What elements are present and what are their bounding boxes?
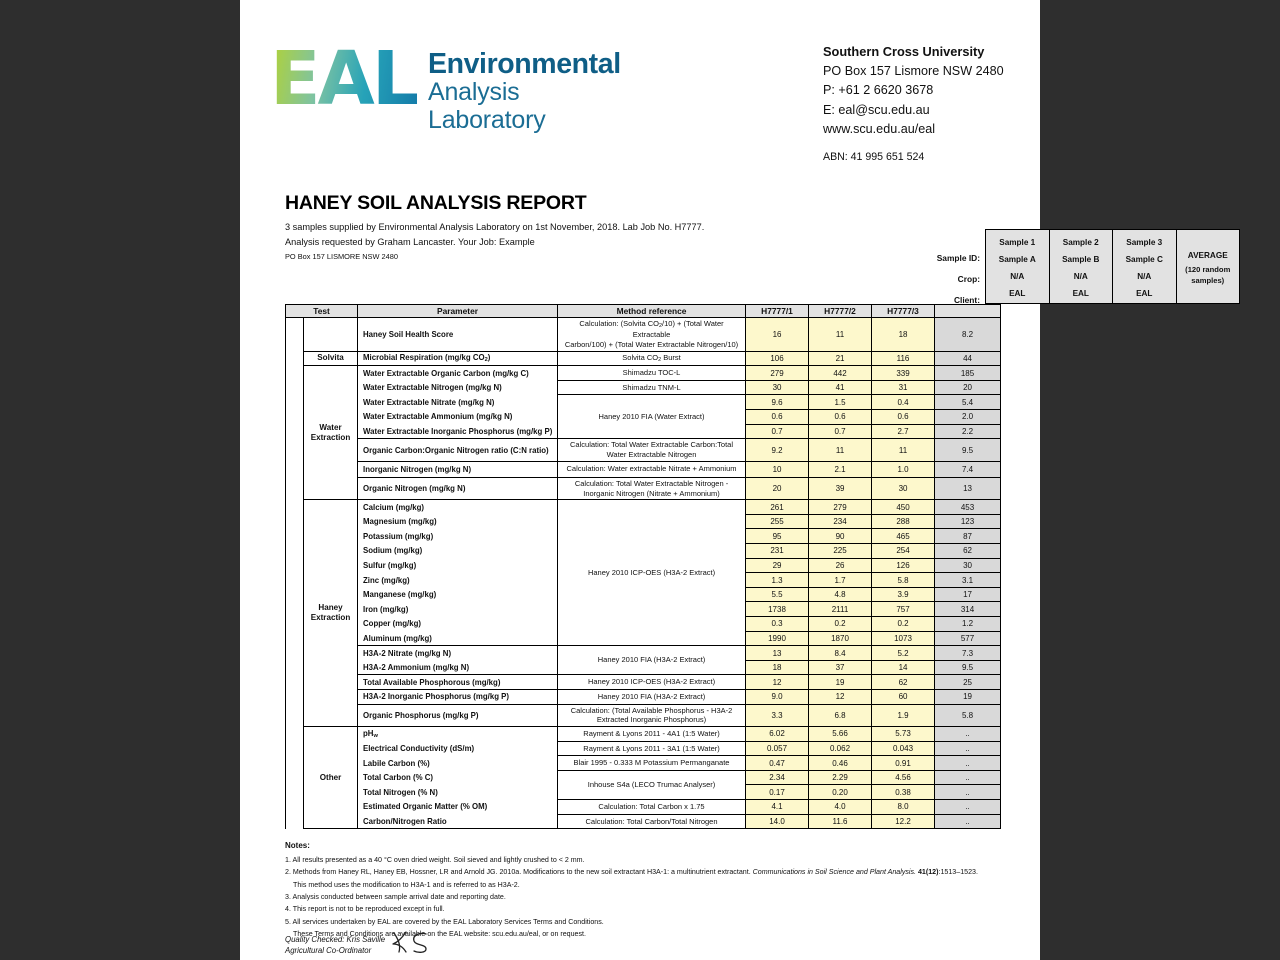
value-we-n-s3: 31 <box>872 380 935 395</box>
note-2-journal: Communications in Soil Science and Plant Analysis. <box>752 868 917 877</box>
table-row-we-organic-carbon <box>286 366 1001 381</box>
qc-name: Quality Checked: Kris Saville <box>285 935 386 944</box>
results-table <box>285 304 1001 829</box>
report-header <box>240 0 1040 170</box>
value-zn-s1: 1.3 <box>746 573 809 588</box>
sample-id-labels <box>800 248 980 311</box>
param-organic-nitrogen: Organic Nitrogen (mg/kg N) <box>358 477 558 500</box>
swatch-we-5 <box>286 461 304 477</box>
param-ph-main: pH <box>363 729 374 738</box>
param-h3a2-inorganic-p: H3A-2 Inorganic Phosphorus (mg/kg P) <box>358 689 558 704</box>
value-we-nh4-avg: 2.0 <box>935 410 1001 425</box>
param-iron: Iron (mg/kg) <box>358 602 558 617</box>
table-header-row <box>286 305 1001 318</box>
test-haney-extraction-l2: Extraction <box>310 613 351 623</box>
value-k-s3: 465 <box>872 529 935 544</box>
swatch-other <box>286 727 304 829</box>
table-row-cn-ratio <box>286 439 1001 462</box>
sample-3-id: Sample C <box>1125 255 1163 264</box>
value-zn-s2: 1.7 <box>809 573 872 588</box>
value-cnr-s2: 11.6 <box>809 814 872 829</box>
sample-header-box <box>985 229 1240 304</box>
average-title: AVERAGE <box>1187 250 1228 260</box>
param-sulfur: Sulfur (mg/kg) <box>358 558 558 573</box>
table-row-we-nitrate <box>286 395 1001 410</box>
sample-3-crop: N/A <box>1137 272 1152 281</box>
value-al-s2: 1870 <box>809 631 872 646</box>
value-cnr-avg: .. <box>935 814 1001 829</box>
note-2-text: 2. Methods from Haney RL, Haney EB, Hossner, LR and Arnold JG. 2010a. Modifications to the new soil extractant H3A-1: a multinutrient extractant. <box>285 868 753 877</box>
value-h3a2ip-s2: 12 <box>809 689 872 704</box>
test-haney-extraction <box>304 500 358 727</box>
param-h3a2-nitrate: H3A-2 Nitrate (mg/kg N) <box>358 646 558 661</box>
note-5-continued: These Terms and Conditions are available on the EAL website: scu.edu.au/eal, or on request. <box>293 929 586 938</box>
param-aluminum: Aluminum (mg/kg) <box>358 631 558 646</box>
value-we-ip-s3: 2.7 <box>872 424 935 439</box>
contact-block <box>823 42 1004 165</box>
note-2-continued: This method uses the modification to H3A-1 and is referred to as H3A-2. <box>293 880 520 889</box>
value-na-avg: 62 <box>935 544 1001 559</box>
table-row-organic-nitrogen <box>286 477 1001 500</box>
value-cnr-s3: 12.2 <box>872 814 935 829</box>
param-cn-ratio: Organic Carbon:Organic Nitrogen ratio (C:N ratio) <box>358 439 558 462</box>
col-header-test: Test <box>286 305 358 318</box>
swatch-we-2 <box>286 380 304 395</box>
method-labile-carbon: Blair 1995 - 0.333 M Potassium Permanganate <box>558 756 746 771</box>
method-solvita: Solvita $CO_2$ Burst <box>558 351 746 366</box>
contact-website: www.scu.edu.au/eal <box>823 122 936 137</box>
table-row-solvita <box>286 351 1001 366</box>
test-water-extraction-l2: Extraction <box>310 432 351 442</box>
value-haney-score-avg: 8.2 <box>935 318 1001 352</box>
method-ec: Rayment & Lyons 2011 - 3A1 (1:5 Water) <box>558 741 746 756</box>
table-row-haney-score <box>286 318 1001 352</box>
sample-3-number: Sample 3 <box>1126 238 1163 247</box>
method-we-fia: Haney 2010 FIA (Water Extract) <box>558 395 746 439</box>
sample-2-crop: N/A <box>1073 272 1088 281</box>
value-tc-avg: .. <box>935 770 1001 785</box>
label-crop: Crop: <box>957 274 980 284</box>
page-title: HANEY SOIL ANALYSIS REPORT <box>285 192 587 214</box>
param-we-inorganic-p: Water Extractable Inorganic Phosphorus (mg/kg P) <box>358 424 558 439</box>
value-mg-avg: 123 <box>935 514 1001 529</box>
value-fe-s2: 2111 <box>809 602 872 617</box>
signature-icon <box>390 930 438 956</box>
value-mg-s2: 234 <box>809 514 872 529</box>
value-om-s2: 4.0 <box>809 800 872 815</box>
value-op-s1: 3.3 <box>746 704 809 727</box>
value-tn-s1: 0.17 <box>746 785 809 800</box>
sample-1-number: Sample 1 <box>999 238 1036 247</box>
sample-column-3 <box>1113 230 1177 303</box>
value-s-avg: 30 <box>935 558 1001 573</box>
method-h3a2-inorganic-p: Haney 2010 FIA (H3A-2 Extract) <box>558 689 746 704</box>
param-total-available-p: Total Available Phosphorous (mg/kg) <box>358 675 558 690</box>
param-copper: Copper (mg/kg) <box>358 617 558 632</box>
value-we-nh4-s2: 0.6 <box>809 410 872 425</box>
value-we-no3-avg: 5.4 <box>935 395 1001 410</box>
method-haney-score-b: /10) + (Total Water Extractable <box>632 319 724 340</box>
method-haney-fia: Haney 2010 FIA (H3A-2 Extract) <box>558 646 746 675</box>
param-carbon-nitrogen-ratio: Carbon/Nitrogen Ratio <box>358 814 558 829</box>
value-ca-s1: 261 <box>746 500 809 515</box>
test-other: Other <box>304 727 358 829</box>
logo-line-analysis: Analysis <box>427 78 520 107</box>
value-cn-s2: 11 <box>809 439 872 462</box>
value-tap-s2: 19 <box>809 675 872 690</box>
value-ec-avg: .. <box>935 741 1001 756</box>
value-we-oc-s1: 279 <box>746 366 809 381</box>
param-total-carbon: Total Carbon (% C) <box>358 770 558 785</box>
value-om-avg: .. <box>935 800 1001 815</box>
value-ph-s2: 5.66 <box>809 727 872 742</box>
col-header-parameter: Parameter <box>358 305 558 318</box>
method-we-nitrogen: Shimadzu TNM-L <box>558 380 746 395</box>
value-al-s1: 1990 <box>746 631 809 646</box>
contact-phone: P: +61 2 6620 3678 <box>823 83 934 98</box>
col-header-ref-avg <box>935 305 1001 318</box>
sample-column-2 <box>1050 230 1114 303</box>
value-mn-avg: 17 <box>935 587 1001 602</box>
param-we-nitrate: Water Extractable Nitrate (mg/kg N) <box>358 395 558 410</box>
value-om-s3: 8.0 <box>872 800 935 815</box>
contact-abn: ABN: 41 995 651 524 <box>823 150 925 163</box>
value-mn-s2: 4.8 <box>809 587 872 602</box>
value-na-s1: 231 <box>746 544 809 559</box>
value-k-avg: 87 <box>935 529 1001 544</box>
table-row-cn-ratio-other <box>286 814 1001 829</box>
method-organic-matter: Calculation: Total Carbon x 1.75 <box>558 800 746 815</box>
value-mg-s1: 255 <box>746 514 809 529</box>
eal-logo-mark: EAL <box>270 45 422 113</box>
param-h3a2-ammonium: H3A-2 Ammonium (mg/kg N) <box>358 660 558 675</box>
logo-line-laboratory: Laboratory <box>427 105 546 134</box>
client-address-line: PO Box 157 LISMORE NSW 2480 <box>285 252 398 261</box>
value-cn-s3: 11 <box>872 439 935 462</box>
value-na-s2: 225 <box>809 544 872 559</box>
method-haney-score-a: Calculation: (Solvita CO <box>579 319 660 328</box>
value-we-ip-s2: 0.7 <box>809 424 872 439</box>
value-zn-avg: 3.1 <box>935 573 1001 588</box>
sample-column-1 <box>986 230 1050 303</box>
value-haney-score-s2: 11 <box>809 318 872 352</box>
average-subtitle-1: (120 random <box>1185 264 1231 274</box>
value-tn-s2: 0.20 <box>809 785 872 800</box>
value-op-avg: 5.8 <box>935 704 1001 727</box>
value-lc-s2: 0.46 <box>809 756 872 771</box>
value-ec-s1: 0.057 <box>746 741 809 756</box>
value-solvita-s1: 106 <box>746 351 809 366</box>
sample-3-client: EAL <box>1136 289 1153 298</box>
value-we-no3-s1: 9.6 <box>746 395 809 410</box>
contact-organisation: Southern Cross University <box>823 44 985 59</box>
eal-logo-wordmark <box>428 49 621 134</box>
method-haney-icp: Haney 2010 ICP-OES (H3A-2 Extract) <box>558 500 746 646</box>
value-mg-s3: 288 <box>872 514 935 529</box>
param-zinc: Zinc (mg/kg) <box>358 573 558 588</box>
value-h3a2no3-s2: 8.4 <box>809 646 872 661</box>
contact-address: PO Box 157 Lismore NSW 2480 <box>823 63 1004 78</box>
method-haney-score: Calculation: (Solvita $CO_2/10$) + (Total Water Extractable Carbon/100) + (Total Water Extractable Nitrogen/10) <box>558 318 746 352</box>
param-we-nitrogen: Water Extractable Nitrogen (mg/kg N) <box>358 380 558 395</box>
swatch-haney-extraction <box>286 500 304 727</box>
param-total-nitrogen: Total Nitrogen (% N) <box>358 785 558 800</box>
method-organic-p: Calculation: (Total Available Phosphorus - H3A-2 Extracted Inorganic Phosphorus) <box>558 704 746 727</box>
value-h3a2no3-avg: 7.3 <box>935 646 1001 661</box>
value-in-avg: 7.4 <box>935 461 1001 477</box>
value-we-nh4-s3: 0.6 <box>872 410 935 425</box>
sample-1-client: EAL <box>1009 289 1026 298</box>
requester-line: Analysis requested by Graham Lancaster. Your Job: Example <box>285 237 535 247</box>
swatch-we-1 <box>286 366 304 381</box>
table-row-ph <box>286 727 1001 742</box>
qc-role: Agricultural Co-Ordinator <box>285 945 372 955</box>
value-tap-s3: 62 <box>872 675 935 690</box>
table-row-labile-carbon <box>286 756 1001 771</box>
value-ph-s3: 5.73 <box>872 727 935 742</box>
method-cn-ratio: Calculation: Total Water Extractable Carbon:Total Water Extractable Nitrogen <box>558 439 746 462</box>
value-lc-s3: 0.91 <box>872 756 935 771</box>
param-microbial-respiration-a: Microbial Respiration (mg/kg CO <box>363 353 485 363</box>
swatch-solvita <box>286 351 304 366</box>
param-we-organic-carbon: Water Extractable Organic Carbon (mg/kg C) <box>358 366 558 381</box>
value-in-s3: 1.0 <box>872 461 935 477</box>
sample-2-number: Sample 2 <box>1062 238 1099 247</box>
logo-line-environmental: Environmental <box>427 48 621 80</box>
value-haney-score-s3: 18 <box>872 318 935 352</box>
eal-logo <box>270 36 621 134</box>
table-row-inorganic-nitrogen <box>286 461 1001 477</box>
value-s-s3: 126 <box>872 558 935 573</box>
value-op-s3: 1.9 <box>872 704 935 727</box>
value-op-s2: 6.8 <box>809 704 872 727</box>
param-sodium: Sodium (mg/kg) <box>358 544 558 559</box>
value-h3a2no3-s3: 5.2 <box>872 646 935 661</box>
table-row-total-carbon <box>286 770 1001 785</box>
method-solvita-a: Solvita CO <box>622 352 659 362</box>
value-ca-avg: 453 <box>935 500 1001 515</box>
value-s-s1: 29 <box>746 558 809 573</box>
label-client: Client: <box>953 295 980 305</box>
note-3: 3. Analysis conducted between sample arrival date and reporting date. <box>285 893 506 901</box>
contact-email: E: eal@scu.edu.au <box>823 102 930 117</box>
param-potassium: Potassium (mg/kg) <box>358 529 558 544</box>
col-header-ref-3: H7777/3 <box>872 305 935 318</box>
supply-line: 3 samples supplied by Environmental Analysis Laboratory on 1st November, 2018. Lab Job No. H7777. <box>285 222 705 232</box>
col-header-ref-2: H7777/2 <box>809 305 872 318</box>
value-ph-avg: .. <box>935 727 1001 742</box>
value-fe-s3: 757 <box>872 602 935 617</box>
value-on-s1: 20 <box>746 477 809 500</box>
value-mn-s3: 3.9 <box>872 587 935 602</box>
test-haney-extraction-l1: Haney <box>318 603 343 613</box>
test-water-extraction-l1: Water <box>319 422 342 432</box>
sample-2-client: EAL <box>1072 289 1089 298</box>
method-ph: Rayment & Lyons 2011 - 4A1 (1:5 Water) <box>558 727 746 742</box>
param-organic-p: Organic Phosphorus (mg/kg P) <box>358 704 558 727</box>
value-cu-s2: 0.2 <box>809 617 872 632</box>
value-on-s3: 30 <box>872 477 935 500</box>
value-zn-s3: 5.8 <box>872 573 935 588</box>
param-organic-matter: Estimated Organic Matter (% OM) <box>358 800 558 815</box>
param-manganese: Manganese (mg/kg) <box>358 587 558 602</box>
sample-1-id: Sample A <box>998 255 1036 264</box>
quality-check-block <box>285 935 385 956</box>
note-5: 5. All services undertaken by EAL are covered by the EAL Laboratory Services Terms and Conditions. <box>285 917 604 926</box>
value-cnr-s1: 14.0 <box>746 814 809 829</box>
value-cn-avg: 9.5 <box>935 439 1001 462</box>
value-fe-avg: 314 <box>935 602 1001 617</box>
value-tc-s2: 2.29 <box>809 770 872 785</box>
method-leco: Inhouse S4a (LECO Trumac Analyser) <box>558 770 746 799</box>
param-microbial-respiration: Microbial Respiration (mg/kg $CO_2$) <box>358 351 558 366</box>
value-al-avg: 577 <box>935 631 1001 646</box>
value-h3a2ip-s1: 9.0 <box>746 689 809 704</box>
value-cn-s1: 9.2 <box>746 439 809 462</box>
method-carbon-nitrogen-ratio: Calculation: Total Carbon/Total Nitrogen <box>558 814 746 829</box>
param-ph <box>358 727 558 742</box>
note-4: 4. This report is not to be reproduced except in full. <box>285 905 445 914</box>
value-cu-s1: 0.3 <box>746 617 809 632</box>
value-we-n-avg: 20 <box>935 380 1001 395</box>
value-cu-s3: 0.2 <box>872 617 935 632</box>
value-we-oc-s3: 339 <box>872 366 935 381</box>
value-tn-s3: 0.38 <box>872 785 935 800</box>
value-ec-s3: 0.043 <box>872 741 935 756</box>
value-we-ip-s1: 0.7 <box>746 424 809 439</box>
swatch-we-6 <box>286 477 304 500</box>
value-h3a2ip-s3: 60 <box>872 689 935 704</box>
method-solvita-b: Burst <box>661 352 681 362</box>
value-we-oc-avg: 185 <box>935 366 1001 381</box>
test-water-extraction <box>304 366 358 500</box>
param-ph-sub: w <box>373 733 378 740</box>
value-we-oc-s2: 442 <box>809 366 872 381</box>
table-row-total-available-p <box>286 675 1001 690</box>
value-we-no3-s3: 0.4 <box>872 395 935 410</box>
swatch-we-3 <box>286 395 304 439</box>
param-labile-carbon: Labile Carbon (%) <box>358 756 558 771</box>
value-on-s2: 39 <box>809 477 872 500</box>
value-h3a2nh4-s1: 18 <box>746 660 809 675</box>
value-ec-s2: 0.062 <box>809 741 872 756</box>
value-on-avg: 13 <box>935 477 1001 500</box>
col-header-ref-1: H7777/1 <box>746 305 809 318</box>
method-we-organic-carbon: Shimadzu TOC-L <box>558 366 746 381</box>
value-we-n-s2: 41 <box>809 380 872 395</box>
notes-section <box>285 840 1015 941</box>
param-microbial-respiration-b: ) <box>487 353 491 363</box>
value-k-s2: 90 <box>809 529 872 544</box>
value-haney-score-s1: 16 <box>746 318 809 352</box>
value-we-nh4-s1: 0.6 <box>746 410 809 425</box>
value-s-s2: 26 <box>809 558 872 573</box>
value-tc-s3: 4.56 <box>872 770 935 785</box>
value-cu-avg: 1.2 <box>935 617 1001 632</box>
document-page <box>240 0 1231 960</box>
value-tap-s1: 12 <box>746 675 809 690</box>
method-organic-nitrogen: Calculation: Total Water Extractable Nitrogen - Inorganic Nitrogen (Nitrate + Ammonium) <box>558 477 746 500</box>
method-total-available-p: Haney 2010 ICP-OES (H3A-2 Extract) <box>558 675 746 690</box>
sample-1-crop: N/A <box>1010 272 1025 281</box>
value-fe-s1: 1738 <box>746 602 809 617</box>
param-calcium: Calcium (mg/kg) <box>358 500 558 515</box>
method-haney-score-c: Carbon/100) + (Total Water Extractable Nitrogen/10) <box>564 339 739 349</box>
value-tn-avg: .. <box>935 785 1001 800</box>
method-inorganic-nitrogen: Calculation: Water extractable Nitrate + Ammonium <box>558 461 746 477</box>
value-h3a2no3-s1: 13 <box>746 646 809 661</box>
param-we-ammonium: Water Extractable Ammonium (mg/kg N) <box>358 410 558 425</box>
value-ca-s2: 279 <box>809 500 872 515</box>
value-in-s1: 10 <box>746 461 809 477</box>
table-row-organic-p <box>286 704 1001 727</box>
table-row-h3a2-nitrate <box>286 646 1001 661</box>
value-solvita-s2: 21 <box>809 351 872 366</box>
average-subtitle-2: samples) <box>1191 275 1225 285</box>
value-tap-avg: 25 <box>935 675 1001 690</box>
table-row-we-nitrogen <box>286 380 1001 395</box>
param-inorganic-nitrogen: Inorganic Nitrogen (mg/kg N) <box>358 461 558 477</box>
value-h3a2nh4-avg: 9.5 <box>935 660 1001 675</box>
note-1: 1. All results presented as a 40 °C oven dried weight. Soil sieved and lightly crushed to < 2 mm. <box>285 856 585 865</box>
value-we-no3-s2: 1.5 <box>809 395 872 410</box>
value-h3a2nh4-s2: 37 <box>809 660 872 675</box>
note-2-volume: 41(12) <box>916 868 939 877</box>
col-header-method: Method reference <box>558 305 746 318</box>
value-lc-avg: .. <box>935 756 1001 771</box>
value-mn-s1: 5.5 <box>746 587 809 602</box>
test-blank-haney-score <box>304 318 358 352</box>
value-om-s1: 4.1 <box>746 800 809 815</box>
test-solvita: Solvita <box>304 351 358 366</box>
value-h3a2nh4-s3: 14 <box>872 660 935 675</box>
value-we-ip-avg: 2.2 <box>935 424 1001 439</box>
value-k-s1: 95 <box>746 529 809 544</box>
table-row-organic-matter <box>286 800 1001 815</box>
note-2-pages: :1513–1523. <box>938 868 978 877</box>
value-in-s2: 2.1 <box>809 461 872 477</box>
table-row-h3a2-inorganic-p <box>286 689 1001 704</box>
notes-title: Notes: <box>285 841 310 850</box>
value-lc-s1: 0.47 <box>746 756 809 771</box>
value-al-s3: 1073 <box>872 631 935 646</box>
value-solvita-avg: 44 <box>935 351 1001 366</box>
value-solvita-s3: 116 <box>872 351 935 366</box>
swatch-haney-score <box>286 318 304 352</box>
sample-2-id: Sample B <box>1062 255 1100 264</box>
param-ec: Electrical Conductivity (dS/m) <box>358 741 558 756</box>
value-ca-s3: 450 <box>872 500 935 515</box>
value-we-n-s1: 30 <box>746 380 809 395</box>
value-ph-s1: 6.02 <box>746 727 809 742</box>
swatch-we-4 <box>286 439 304 462</box>
value-na-s3: 254 <box>872 544 935 559</box>
table-row-ec <box>286 741 1001 756</box>
value-tc-s1: 2.34 <box>746 770 809 785</box>
param-magnesium: Magnesium (mg/kg) <box>358 514 558 529</box>
table-row-calcium <box>286 500 1001 515</box>
param-haney-score: Haney Soil Health Score <box>358 318 558 352</box>
label-sample-id: Sample ID: <box>936 253 980 263</box>
note-2 <box>285 867 1015 878</box>
average-column-header <box>1177 230 1240 303</box>
value-h3a2ip-avg: 19 <box>935 689 1001 704</box>
